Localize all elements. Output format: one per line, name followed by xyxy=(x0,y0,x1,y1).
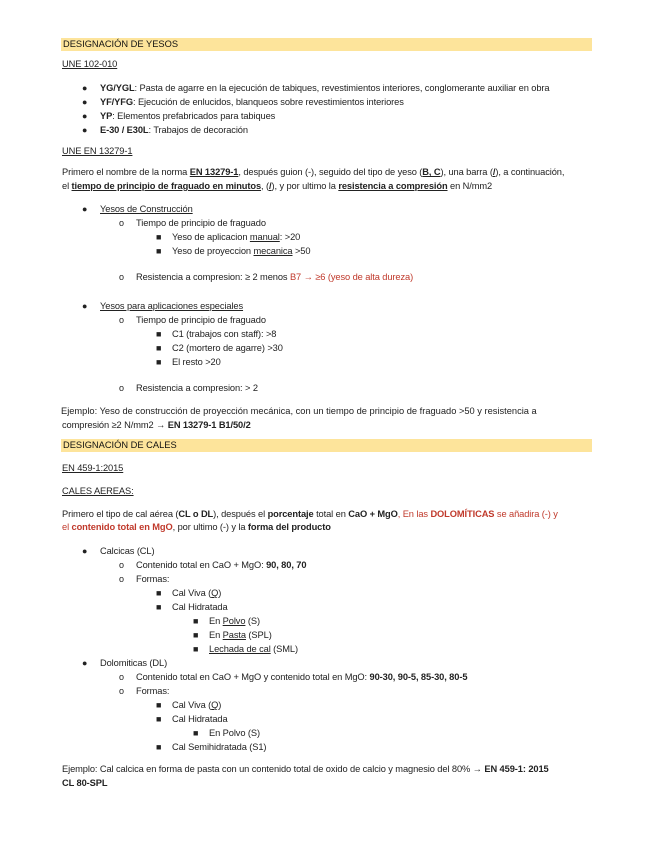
paragraph-norma-line1: Primero el nombre de la norma EN 13279-1, después guion (-), seguido del tipo de yeso (B, C), una barra (/), a continuación, xyxy=(62,167,565,177)
square-bullet-icon: ■ xyxy=(156,602,162,612)
list-item-cal-viva-cl: Cal Viva (Q) xyxy=(172,588,222,598)
list-item-formas-cl: Formas: xyxy=(136,574,170,584)
circle-bullet-icon: o xyxy=(119,272,125,282)
list-item-contenido-dl: Contenido total en CaO + MgO y contenido total en MgO: 90-30, 90-5, 85-30, 80-5 xyxy=(136,672,468,682)
list-item-semihidratada: Cal Semihidratada (S1) xyxy=(172,742,267,752)
square-bullet-icon: ■ xyxy=(193,630,199,640)
bullet-icon: ● xyxy=(82,125,88,135)
square-bullet-icon: ■ xyxy=(156,357,162,367)
square-bullet-icon: ■ xyxy=(193,644,199,654)
list-item-yf: YF/YFG: Ejecución de enlucidos, blanqueos sobre revestimientos interiores xyxy=(100,97,404,107)
heading-en-459: EN 459-1:2015 xyxy=(62,463,124,473)
list-item-calcicas: Calcicas (CL) xyxy=(100,546,155,556)
square-bullet-icon: ■ xyxy=(156,246,162,256)
square-bullet-icon: ■ xyxy=(156,329,162,339)
example-cal-line2: CL 80-SPL xyxy=(62,778,108,788)
list-item-resto: El resto >20 xyxy=(172,357,221,367)
list-item-tiempo-fraguado-2: Tiempo de principio de fraguado xyxy=(136,315,266,325)
circle-bullet-icon: o xyxy=(119,686,125,696)
list-item-manual: Yeso de aplicacion manual: >20 xyxy=(172,232,301,242)
list-item-yesos-construccion: Yesos de Construcción xyxy=(100,204,193,214)
bullet-icon: ● xyxy=(82,658,88,668)
list-item-cal-hidratada-dl: Cal Hidratada xyxy=(172,714,228,724)
list-item-resistencia-2: Resistencia a compresion: > 2 xyxy=(136,383,258,393)
bullet-icon: ● xyxy=(82,204,88,214)
square-bullet-icon: ■ xyxy=(156,700,162,710)
square-bullet-icon: ■ xyxy=(156,742,162,752)
list-item-dolomiticas: Dolomiticas (DL) xyxy=(100,658,168,668)
list-item-formas-dl: Formas: xyxy=(136,686,170,696)
square-bullet-icon: ■ xyxy=(193,728,199,738)
list-item-c1: C1 (trabajos con staff): >8 xyxy=(172,329,277,339)
bullet-icon: ● xyxy=(82,111,88,121)
circle-bullet-icon: o xyxy=(119,672,125,682)
list-item-yesos-especiales: Yesos para aplicaciones especiales xyxy=(100,301,244,311)
example-yeso-line2: compresión ≥2 N/mm2 → EN 13279-1 B1/50/2 xyxy=(62,420,251,430)
circle-bullet-icon: o xyxy=(119,315,125,325)
section-header-cales: DESIGNACIÓN DE CALES xyxy=(61,439,592,452)
example-yeso-line1: Ejemplo: Yeso de construcción de proyección mecánica, con un tiempo de principio de fraguado >50 y resistencia a xyxy=(61,406,537,416)
list-item-cal-hidratada-cl: Cal Hidratada xyxy=(172,602,228,612)
list-item-yp: YP: Elementos prefabricados para tabiques xyxy=(100,111,276,121)
square-bullet-icon: ■ xyxy=(156,588,162,598)
list-item-c2: C2 (mortero de agarre) >30 xyxy=(172,343,283,353)
paragraph-norma-line2: el tiempo de principio de fraguado en minutos, (/), y por ultimo la resistencia a compresión en N/mm2 xyxy=(62,181,493,191)
bullet-icon: ● xyxy=(82,301,88,311)
list-item-lechada-cl: Lechada de cal (SML) xyxy=(209,644,298,654)
list-item-polvo-cl: En Polvo (S) xyxy=(209,616,260,626)
bullet-icon: ● xyxy=(82,546,88,556)
circle-bullet-icon: o xyxy=(119,574,125,584)
list-item-pasta-cl: En Pasta (SPL) xyxy=(209,630,272,640)
list-item-yg: YG/YGL: Pasta de agarre en la ejecución de tabiques, revestimientos interiores, conglomerante auxiliar en obra xyxy=(100,83,550,93)
paragraph-cal-line1: Primero el tipo de cal aérea (CL o DL), después el porcentaje total en CaO + MgO, En las DOLOMÍTICAS se añadira (-) y xyxy=(62,509,558,519)
square-bullet-icon: ■ xyxy=(156,232,162,242)
list-item-contenido-cl: Contenido total en CaO + MgO: 90, 80, 70 xyxy=(136,560,307,570)
section-header-yesos: DESIGNACIÓN DE YESOS xyxy=(61,38,592,51)
circle-bullet-icon: o xyxy=(119,383,125,393)
list-item-polvo-dl: En Polvo (S) xyxy=(209,728,260,738)
list-item-tiempo-fraguado: Tiempo de principio de fraguado xyxy=(136,218,266,228)
square-bullet-icon: ■ xyxy=(156,714,162,724)
heading-cales-aereas: CALES AEREAS: xyxy=(62,486,134,496)
list-item-e30: E-30 / E30L: Trabajos de decoración xyxy=(100,125,248,135)
heading-une-en-13279: UNE EN 13279-1 xyxy=(62,146,133,156)
example-cal-line1: Ejemplo: Cal calcica en forma de pasta con un contenido total de oxido de calcio y magnesio del 80% → EN 459-1: 2015 xyxy=(62,764,549,774)
heading-une-102-010: UNE 102-010 xyxy=(62,59,118,69)
list-item-cal-viva-dl: Cal Viva (Q) xyxy=(172,700,222,710)
circle-bullet-icon: o xyxy=(119,560,125,570)
circle-bullet-icon: o xyxy=(119,218,125,228)
square-bullet-icon: ■ xyxy=(156,343,162,353)
bullet-icon: ● xyxy=(82,83,88,93)
list-item-proyeccion: Yeso de proyeccion mecanica >50 xyxy=(172,246,311,256)
square-bullet-icon: ■ xyxy=(193,616,199,626)
paragraph-cal-line2: el contenido total en MgO, por ultimo (-) y la forma del producto xyxy=(62,522,331,532)
list-item-resistencia-1: Resistencia a compresion: ≥ 2 menos B7 → ≥6 (yeso de alta dureza) xyxy=(136,272,414,282)
bullet-icon: ● xyxy=(82,97,88,107)
